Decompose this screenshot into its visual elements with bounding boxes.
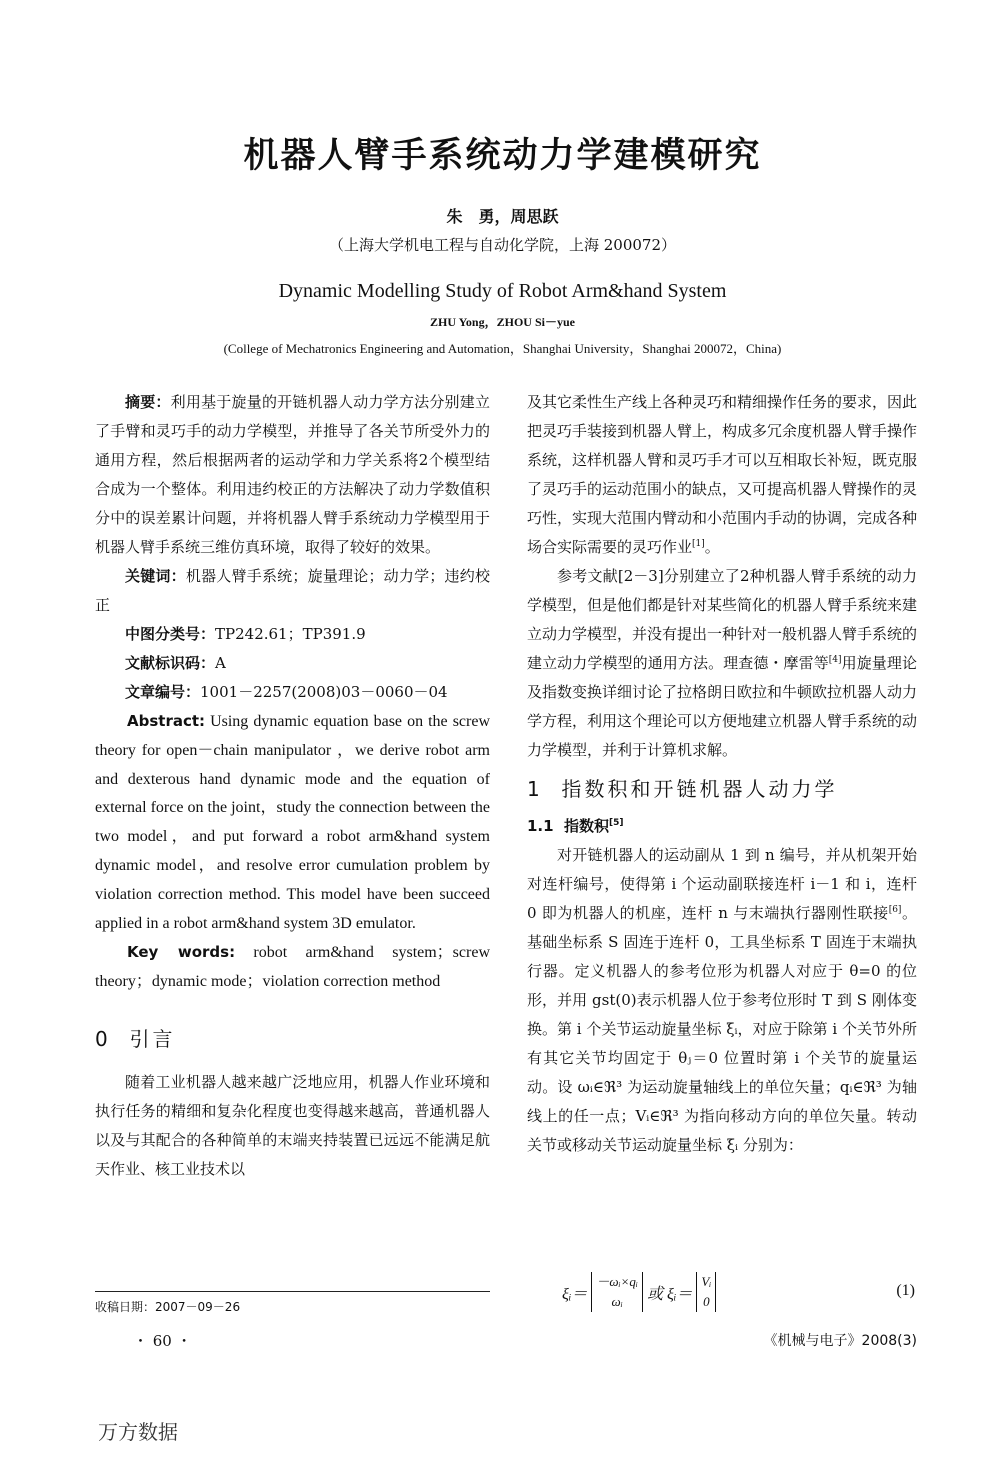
footnote-rule — [95, 1291, 490, 1292]
affiliation-cn: （上海大学机电工程与自动化学院，上海 200072） — [328, 236, 677, 254]
authors: 朱 勇，周思跃 — [446, 207, 559, 226]
equation-1 — [527, 1268, 917, 1316]
journal-footer: 《机械与电子》2008(3) — [763, 1333, 917, 1349]
doc-code: 文献标识码：A — [125, 654, 226, 672]
eq-lhs: ξᵢ＝ — [562, 1285, 588, 1303]
clc-number: 中图分类号：TP242.61；TP391.9 — [125, 625, 366, 643]
paper-title: 机器人臂手系统动力学建模研究 — [243, 136, 762, 176]
section-1-heading: 1 指数积和开链机器人动力学 — [527, 777, 838, 801]
eq-or: 或 ξᵢ＝ — [646, 1285, 693, 1303]
page-number: ・ 60 ・ — [133, 1332, 192, 1350]
intro-paragraph-cont: 及其它柔性生产线上各种灵巧和精细操作任务的要求，因此把灵巧手装接到机器人臂上，构成多冗余度机器人臂手操作系统，这样机器人臂和灵巧手才可以互相取长补短，既克服了灵巧手的运动范围小的缺点，又可提高机器人臂操作的灵巧性，实现大范围内臂动和小范围内手动的协调，完成各种场合实际需要的灵巧作业[1]。 — [527, 393, 918, 556]
article-number: 文章编号：1001－2257(2008)03－0060－04 — [125, 683, 448, 701]
affiliation-en: (College of Mechatronics Engineering and Automation，Shanghai University，Shanghai 200072，China) — [223, 341, 782, 356]
section-1-1-paragraph: 对开链机器人的运动副从 1 到 n 编号，并从机架开始对连杆编号，使得第 i 个运动副联接连杆 i－1 和 i，连杆 0 即为机器人的机座，连杆 n 与末端执行器刚性联接[6]。基础坐标系 S 固连于连杆 0，工具坐标系 T 固连于末端执行器。定义机器人的参考位形为机器人对应于 θ=0 的位形，并用 gst(0)表示机器人位于参考位形时 T 到 S 刚体变换。第 i 个关节运动旋量坐标 ξᵢ，对应于除第 i 个关节外所有其它关节均固定于 θⱼ＝0 位置时第 i 个关节的旋量运动。设 ωᵢ∈ℜ³ 为运动旋量轴线上的单位矢量；qᵢ∈ℜ³ 为轴线上的任一点；Vᵢ∈ℜ³ 为指向移动方向的单位矢量。转动关节或移动关节运动旋量坐标 ξᵢ 分别为： — [527, 846, 917, 1154]
right-column — [527, 388, 917, 1160]
subsection-1-1-heading: 1.1 指数积[5] — [527, 817, 624, 835]
keywords-en: Key words: robot arm&hand system；screw theory；dynamic mode；violation correction method — [95, 943, 490, 991]
section-0-heading: 0 引言 — [95, 1026, 176, 1051]
eq-number: (1) — [896, 1282, 915, 1299]
received-date: 收稿日期：2007－09－26 — [95, 1300, 241, 1314]
abstract-en: Abstract: Using dynamic equation base on the screw theory for open－chain manipulator ，we derive robot arm and dexterous hand dynamic mode and the equation of external force on the joint，study the connection between the two model，and put forward a robot arm&hand system dynamic model，and resolve error cumulation problem by violation correction method. This model have been succeed applied in a robot arm&hand system 3D emulator. — [95, 712, 491, 932]
keywords-cn: 关键词：机器人臂手系统；旋量理论；动力学；违约校正 — [95, 567, 490, 614]
eq-matrix-1: －ωᵢ×qᵢ ωᵢ — [591, 1272, 643, 1312]
eq-matrix-2: Vᵢ 0 — [696, 1272, 716, 1312]
paper-title-en: Dynamic Modelling Study of Robot Arm&hand System — [278, 280, 727, 302]
watermark: 万方数据 — [98, 1420, 178, 1444]
authors-en: ZHU Yong，ZHOU Si－yue — [430, 315, 575, 329]
abstract-cn: 摘要：利用基于旋量的开链机器人动力学方法分别建立了手臂和灵巧手的动力学模型，并推导了各关节所受外力的通用方程，然后根据两者的运动学和力学关系将2个模型结合成为一个整体。利用违约校正的方法解决了动力学数值积分中的误差累计问题，并将机器人臂手系统动力学模型用于机器人臂手系统三维仿真环境，取得了较好的效果。 — [95, 393, 490, 556]
intro-paragraph-2: 参考文献[2－3]分别建立了2种机器人臂手系统的动力学模型，但是他们都是针对某些简化的机器人臂手系统来建立动力学模型，并没有提出一种针对一般机器人臂手系统的建立动力学模型的通用方法。理查德・摩雷等[4]用旋量理论及指数变换详细讨论了拉格朗日欧拉和牛顿欧拉机器人动力学方程，利用这个理论可以方便地建立机器人臂手系统的动力学模型，并利于计算机求解。 — [527, 567, 918, 759]
intro-paragraph: 随着工业机器人越来越广泛地应用，机器人作业环境和执行任务的精细和复杂化程度也变得越来越高，普通机器人以及与其配合的各种简单的末端夹持装置已远远不能满足航天作业、核工业技术以 — [95, 1072, 490, 1178]
left-column — [95, 388, 490, 1184]
